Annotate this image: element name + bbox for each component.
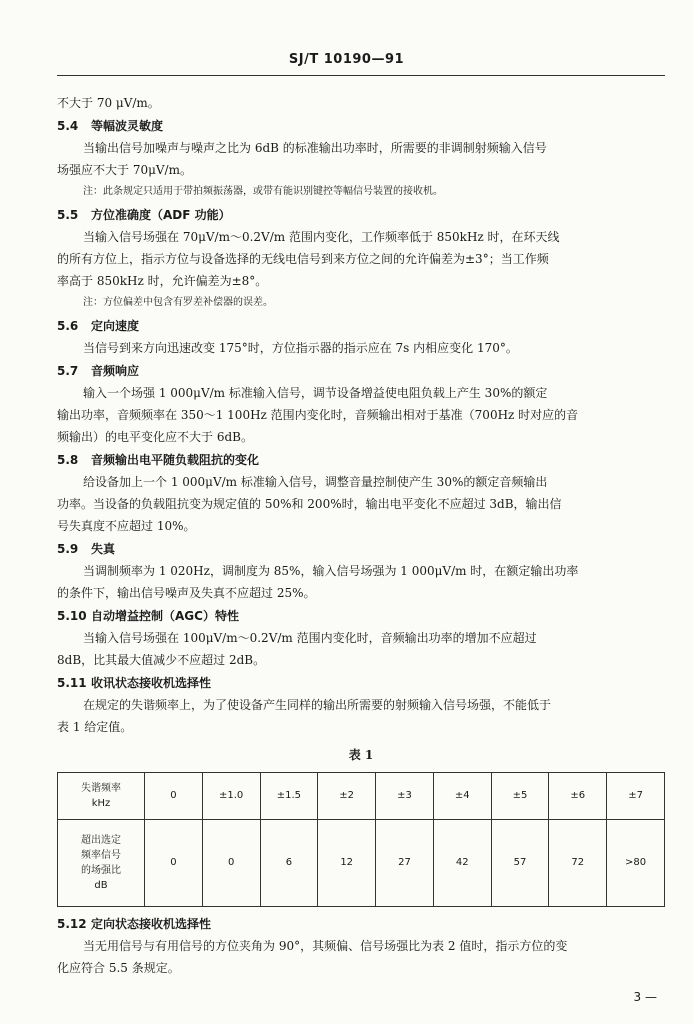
paragraph-line: 当输入信号场强在 100μV/m～0.2V/m 范围内变化时，音频输出功率的增加不应超过 — [83, 631, 537, 645]
paragraph-line: 在规定的失谐频率上，为了使设备产生同样的输出所需要的射频输入信号场强，不能低于 — [83, 698, 552, 712]
paragraph-line: 场强应不大于 70μV/m。 — [57, 163, 192, 177]
section-number: 5.4 — [57, 119, 79, 133]
table-caption: 表 1 — [348, 748, 374, 762]
section-heading-5-9 — [57, 538, 665, 560]
table-cell: 27 — [376, 820, 434, 907]
header-line: 超出选定 — [81, 835, 121, 846]
table-cell: 42 — [433, 820, 491, 907]
paragraph-line: 表 1 给定值。 — [57, 720, 133, 734]
section-title: 方位准确度（ADF 功能） — [91, 208, 231, 222]
row-header-field-ratio — [58, 820, 145, 907]
header-rule — [57, 75, 665, 76]
table-cell: 0 — [145, 820, 203, 907]
table-cell: ±7 — [607, 773, 665, 820]
table-cell: 6 — [260, 820, 318, 907]
paragraph-line: 当调制频率为 1 020Hz，调制度为 85%，输入信号场强为 1 000μV/m 时，在额定输出功率 — [83, 564, 579, 578]
selectivity-table — [57, 772, 665, 907]
table-cell: ±2 — [318, 773, 376, 820]
table-row-detuning — [58, 773, 665, 820]
section-heading-5-8 — [57, 449, 665, 471]
section-number: 5.12 — [57, 917, 87, 931]
table-cell: ±4 — [433, 773, 491, 820]
document-code: SJ/T 10190—91 — [288, 52, 405, 67]
paragraph-line: 频输出）的电平变化应不大于 6dB。 — [57, 430, 253, 444]
section-title: 收讯状态接收机选择性 — [91, 676, 212, 690]
header-line: 频率信号 — [81, 850, 121, 861]
section-title: 音频输出电平随负载阻抗的变化 — [91, 453, 260, 467]
paragraph-line: 化应符合 5.5 条规定。 — [57, 961, 180, 975]
section-number: 5.9 — [57, 542, 79, 556]
table-cell: ±1.5 — [260, 773, 318, 820]
paragraph-line: 当输出信号加噪声与噪声之比为 6dB 的标准输出功率时，所需要的非调制射频输入信号 — [83, 141, 547, 155]
section-heading-5-5 — [57, 204, 665, 226]
header-line: 失谐频率 — [81, 783, 121, 794]
paragraph-line: 输出功率，音频频率在 350～1 100Hz 范围内变化时，音频输出相对于基准（700Hz 时对应的音 — [57, 408, 579, 422]
document-body — [57, 92, 665, 979]
paragraph-line: 功率。当设备的负载阻抗变为规定值的 50%和 200%时，输出电平变化不应超过 3dB，输出信 — [57, 497, 562, 511]
section-number: 5.11 — [57, 676, 87, 690]
paragraph-line: 率高于 850kHz 时，允许偏差为±8°。 — [57, 274, 268, 288]
section-title: 自动增益控制（AGC）特性 — [91, 609, 239, 623]
header-line: kHz — [91, 798, 111, 809]
section-number: 5.5 — [57, 208, 79, 222]
paragraph-line: 的所有方位上，指示方位与设备选择的无线电信号到来方位之间的允许偏差为±3°；当工作频 — [57, 252, 549, 266]
paragraph-line: 8dB，比其最大值减少不应超过 2dB。 — [57, 653, 266, 667]
section-number: 5.6 — [57, 319, 79, 333]
note-text: 注：方位偏差中包含有罗差补偿器的误差。 — [83, 297, 273, 308]
paragraph-line: 当信号到来方向迅速改变 175°时，方位指示器的指示应在 7s 内相应变化 170°。 — [83, 341, 518, 355]
section-heading-5-4 — [57, 115, 665, 137]
page-number: 3 — — [633, 990, 657, 1004]
section-title: 音频响应 — [91, 364, 140, 378]
continuation-text: 不大于 70 μV/m。 — [57, 96, 160, 110]
row-header-detuning — [58, 773, 145, 820]
section-title: 定向速度 — [91, 319, 140, 333]
table-cell: ±5 — [491, 773, 549, 820]
table-cell: 12 — [318, 820, 376, 907]
section-number: 5.10 — [57, 609, 87, 623]
section-title: 定向状态接收机选择性 — [91, 917, 212, 931]
paragraph-line: 给设备加上一个 1 000μV/m 标准输入信号，调整音量控制使产生 30%的额定音频输出 — [83, 475, 548, 489]
paragraph-line: 号失真度不应超过 10%。 — [57, 519, 196, 533]
section-heading-5-12 — [57, 913, 665, 935]
header-line: dB — [94, 880, 108, 891]
section-number: 5.8 — [57, 453, 79, 467]
paragraph-line: 输入一个场强 1 000μV/m 标准输入信号，调节设备增益使电阻负载上产生 30%的额定 — [83, 386, 548, 400]
section-number: 5.7 — [57, 364, 79, 378]
table-cell: 0 — [145, 773, 203, 820]
section-heading-5-11 — [57, 672, 665, 694]
table-cell: ±6 — [549, 773, 607, 820]
paragraph-line: 当输入信号场强在 70μV/m～0.2V/m 范围内变化，工作频率低于 850kHz 时，在环天线 — [83, 230, 560, 244]
header-line: 的场强比 — [81, 865, 121, 876]
table-cell: 72 — [549, 820, 607, 907]
note-text: 注：此条规定只适用于带拍频振荡器，或带有能识别键控等幅信号装置的接收机。 — [83, 186, 443, 197]
section-heading-5-10 — [57, 605, 665, 627]
table-cell: >80 — [607, 820, 665, 907]
paragraph-line: 的条件下，输出信号噪声及失真不应超过 25%。 — [57, 586, 316, 600]
section-title: 等幅波灵敏度 — [91, 119, 164, 133]
table-row-field-ratio — [58, 820, 665, 907]
table-cell: 57 — [491, 820, 549, 907]
table-cell: 0 — [202, 820, 260, 907]
section-heading-5-7 — [57, 360, 665, 382]
section-title: 失真 — [91, 542, 116, 556]
table-cell: ±1.0 — [202, 773, 260, 820]
table-cell: ±3 — [376, 773, 434, 820]
section-heading-5-6 — [57, 315, 665, 337]
paragraph-line: 当无用信号与有用信号的方位夹角为 90°，其频偏、信号场强比为表 2 值时，指示方位的变 — [83, 939, 568, 953]
